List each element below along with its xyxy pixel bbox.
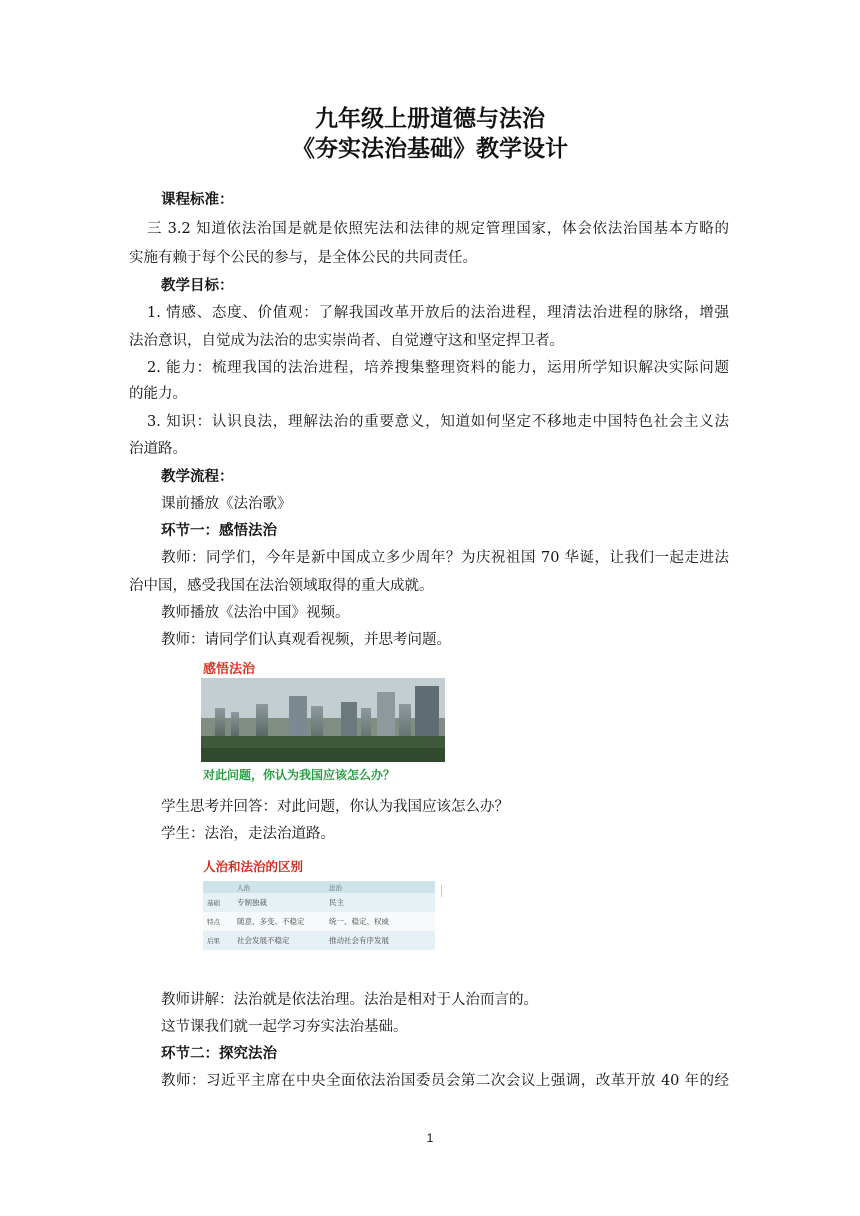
table-cell: 随意、多变、不稳定 <box>233 912 325 931</box>
table-cell: 特点 <box>203 912 233 931</box>
table-cell: 推动社会有序发展 <box>325 931 435 950</box>
step1-paragraph2: 教师播放《法治中国》视频。 <box>161 605 350 621</box>
step2-paragraph1: 教师：习近平主席在中央全面依法治国委员会第二次会议上强调，改革开放 40 年的经 <box>161 1073 729 1089</box>
page-number: 1 <box>426 1131 434 1145</box>
table-header-cell: 人治 <box>233 881 325 893</box>
document-title-line2: 《夯实法治基础》教学设计 <box>292 136 568 162</box>
step1-paragraph3: 教师：请同学们认真观看视频，并思考问题。 <box>161 632 451 648</box>
city-skyline-graphic <box>201 678 445 762</box>
figure1-caption-top: 感悟法治 <box>203 662 256 677</box>
standard-text-line2: 实施有赖于每个公民的参与，是全体公民的共同责任。 <box>129 250 477 266</box>
step1-paragraph6: 教师讲解：法治就是依法治理。法治是相对于人治而言的。 <box>161 992 538 1008</box>
goal1-line2: 法治意识，自觉成为法治的忠实崇尚者、自觉遵守这和坚定捍卫者。 <box>129 333 564 349</box>
step2-heading: 环节二：探究法治 <box>161 1046 277 1062</box>
table-row <box>203 931 435 950</box>
table-row <box>203 912 435 931</box>
standard-heading: 课程标准： <box>161 192 234 208</box>
goal2-line1: 2. 能力：梳理我国的法治进程，培养搜集整理资料的能力，运用所学知识解决实际问题 <box>147 360 729 376</box>
table-header-row <box>203 881 435 893</box>
table-cell: 专制独裁 <box>233 893 325 912</box>
goal3-line2: 治道路。 <box>129 441 187 457</box>
table-cell: 后果 <box>203 931 233 950</box>
goal1-line1: 1. 情感、态度、价值观：了解我国改革开放后的法治进程，理清法治进程的脉络，增强 <box>147 305 729 321</box>
table-cell: 基础 <box>203 893 233 912</box>
table-row <box>203 893 435 912</box>
goals-heading: 教学目标： <box>161 278 234 294</box>
figure1-caption-bottom: 对此问题，你认为我国应该怎么办？ <box>203 768 396 782</box>
table-cell: 统一、稳定、权威 <box>325 912 435 931</box>
step1-paragraph5: 学生：法治，走法治道路。 <box>161 826 335 842</box>
table-header-cell <box>203 881 233 893</box>
goal2-line2: 的能力。 <box>129 386 187 402</box>
document-title-line1: 九年级上册道德与法治 <box>315 106 545 132</box>
table-cell: 民主 <box>325 893 435 912</box>
step1-paragraph1-line2: 治中国，感受我国在法治领域取得的重大成就。 <box>129 578 434 594</box>
city-skyline-image <box>201 678 445 762</box>
figure-comparison-table <box>201 857 445 961</box>
flow-heading: 教学流程： <box>161 469 234 485</box>
table-cell: 社会发展不稳定 <box>233 931 325 950</box>
step1-paragraph1-line1: 教师：同学们，今年是新中国成立多少周年？为庆祝祖国 70 华诞，让我们一起走进法 <box>161 550 729 566</box>
figure-city-photo <box>201 658 445 784</box>
goal3-line1: 3. 知识：认识良法，理解法治的重要意义，知道如何坚定不移地走中国特色社会主义法 <box>147 414 729 430</box>
slide-edge-divider <box>441 885 442 897</box>
step1-heading: 环节一：感悟法治 <box>161 523 277 539</box>
standard-text-line1: 三 3.2 知道依法治国是就是依照宪法和法律的规定管理国家，体会依法治国基本方略的 <box>147 221 729 237</box>
step1-paragraph7: 这节课我们就一起学习夯实法治基础。 <box>161 1019 408 1035</box>
flow-pre-text: 课前播放《法治歌》 <box>161 496 292 512</box>
table-header-cell: 法治 <box>325 881 435 893</box>
rule-comparison-table <box>203 881 435 950</box>
step1-paragraph4: 学生思考并回答：对此问题，你认为我国应该怎么办？ <box>161 799 509 815</box>
figure2-caption-top: 人治和法治的区别 <box>203 859 304 874</box>
